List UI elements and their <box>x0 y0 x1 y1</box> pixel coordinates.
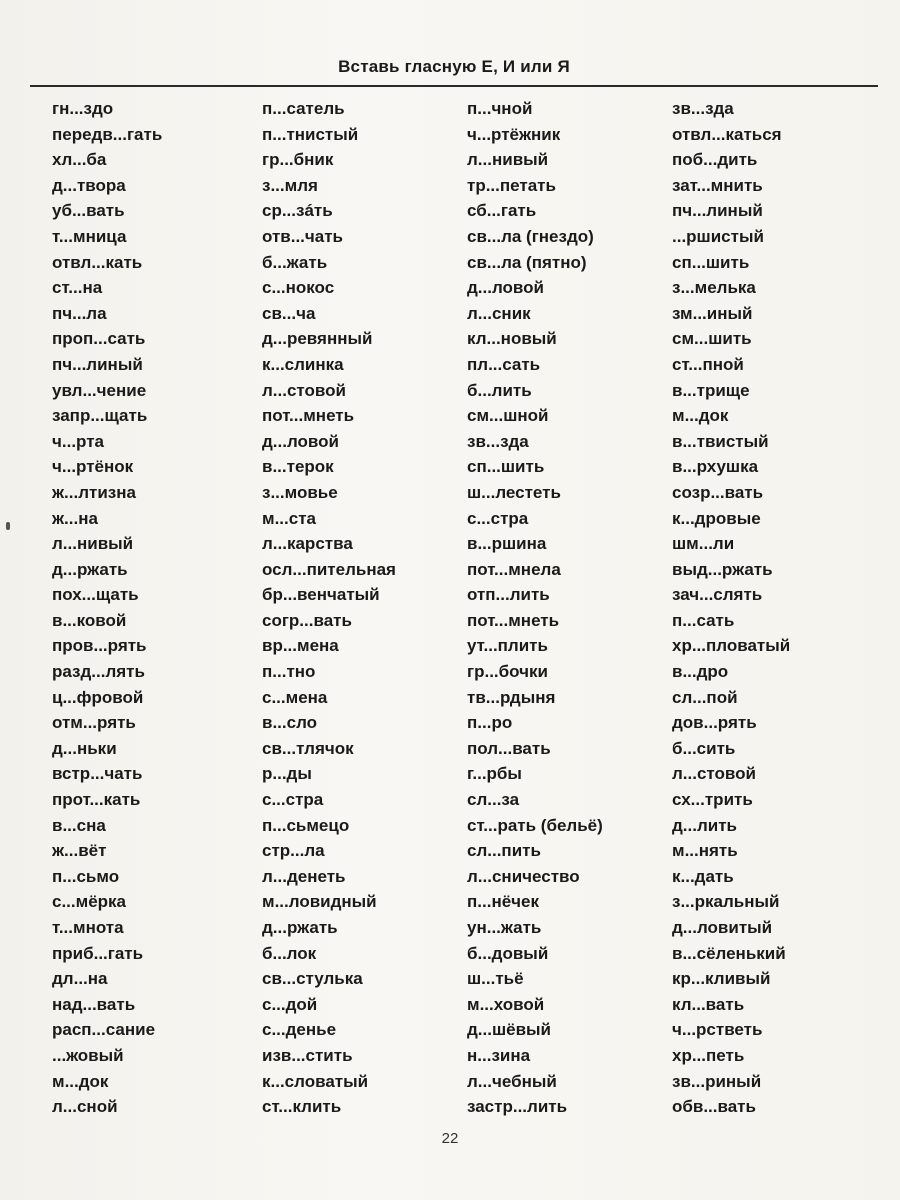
word-item: дл...на <box>52 969 108 989</box>
word-item: н...зина <box>467 1045 531 1065</box>
word-item: д...ржать <box>262 918 338 937</box>
word-item: б...довый <box>467 943 549 963</box>
word-item: к...словатый <box>262 1071 369 1091</box>
word-item: прот...кать <box>52 790 141 810</box>
word-item: п...чной <box>467 99 533 118</box>
word-item: ун...жать <box>467 918 542 937</box>
word-item: св...ла (пятно) <box>467 252 587 272</box>
word-columns <box>0 96 900 1126</box>
word-item: п...сатель <box>262 99 345 118</box>
word-item: шм...ли <box>672 534 735 554</box>
word-item: кл...вать <box>672 994 745 1014</box>
word-item: бр...венчатый <box>262 585 380 605</box>
word-item: ч...ртёжник <box>467 124 561 144</box>
word-item: кл...новый <box>467 329 557 349</box>
word-item: зат...мнить <box>672 175 763 195</box>
word-item: пров...рять <box>52 636 147 656</box>
word-item: ...жовый <box>52 1045 124 1065</box>
word-item: тв...рдыня <box>467 687 556 707</box>
word-item: п...нёчек <box>467 892 539 912</box>
word-item: над...вать <box>52 994 136 1014</box>
page-title: Вставь гласную Е, И или Я <box>338 57 570 76</box>
word-item: л...нивый <box>52 534 134 554</box>
word-item: зм...иный <box>672 303 753 323</box>
word-item: м...нять <box>672 841 738 861</box>
word-item: м...док <box>672 406 729 426</box>
word-item: в...сло <box>262 713 318 733</box>
word-item: сб...гать <box>467 201 537 221</box>
word-item: к...дать <box>672 866 734 886</box>
word-item: т...мница <box>52 226 127 246</box>
word-item: с...денье <box>262 1020 337 1040</box>
word-item: тр...петать <box>467 175 556 195</box>
word-item: пч...линый <box>52 354 143 374</box>
word-item: хл...ба <box>52 150 107 170</box>
word-item: б...жать <box>262 252 328 272</box>
word-item: пч...ла <box>52 303 107 323</box>
word-item: сх...трить <box>672 790 753 810</box>
word-item: п...сать <box>672 610 735 630</box>
word-item: с...стра <box>262 790 324 810</box>
word-item: б...сить <box>672 738 736 758</box>
word-item: пч...линый <box>672 201 763 221</box>
word-item: сл...за <box>467 790 520 810</box>
word-item: созр...вать <box>672 482 764 502</box>
word-item: ср...зáть <box>262 201 333 221</box>
word-item: пл...сать <box>467 354 541 374</box>
word-item: м...ловидный <box>262 892 377 912</box>
word-item: д...ржать <box>52 559 128 579</box>
word-item: д...ловой <box>467 278 544 298</box>
word-item: в...дро <box>672 662 729 682</box>
word-item: зв...риный <box>672 1071 762 1091</box>
word-item: пох...щать <box>52 585 139 605</box>
page-number: 22 <box>441 1130 459 1147</box>
word-item: л...сной <box>52 1097 118 1117</box>
word-item: св...тлячок <box>262 738 354 758</box>
word-item: зач...слять <box>672 585 763 605</box>
word-item: ц...фровой <box>52 687 144 707</box>
word-item: ст...пной <box>672 354 744 374</box>
word-item: м...ховой <box>467 994 545 1014</box>
word-item: л...денеть <box>262 866 346 886</box>
word-item: т...мнота <box>52 918 124 937</box>
word-item: д...ньки <box>52 738 117 758</box>
word-item: с...дой <box>262 994 318 1014</box>
word-item: св...ла (гнездо) <box>467 226 594 246</box>
word-item: ч...рстветь <box>672 1020 763 1040</box>
word-item: уб...вать <box>52 201 125 221</box>
word-item: гр...бочки <box>467 662 548 682</box>
word-item: пот...мнеть <box>467 610 560 630</box>
word-item: запр...щать <box>52 406 148 426</box>
word-item: застр...лить <box>467 1097 568 1117</box>
word-item: ст...рать (бельё) <box>467 815 603 835</box>
word-item: пол...вать <box>467 738 551 758</box>
word-item: в...сна <box>52 815 106 835</box>
word-item: р...ды <box>262 764 312 784</box>
word-item: п...ро <box>467 713 513 733</box>
word-item: л...нивый <box>467 150 549 170</box>
word-item: з...мелька <box>672 278 756 298</box>
word-item: д...шёвый <box>467 1020 552 1040</box>
word-item: з...мля <box>262 175 318 195</box>
word-item: ст...клить <box>262 1097 342 1117</box>
word-item: отвл...каться <box>672 124 782 144</box>
word-item: зв...зда <box>467 431 529 451</box>
word-item: в...сёленький <box>672 943 786 963</box>
word-item: з...мовье <box>262 482 338 502</box>
word-item: пот...мнеть <box>262 406 355 426</box>
word-item: д...ревянный <box>262 329 373 349</box>
word-item: с...нокос <box>262 278 335 298</box>
word-item: ут...плить <box>467 636 548 656</box>
word-item: ж...лтизна <box>52 482 136 502</box>
word-item: св...ча <box>262 303 316 323</box>
word-item: ч...рта <box>52 431 104 451</box>
word-item: пот...мнела <box>467 559 561 579</box>
word-item: изв...стить <box>262 1045 353 1065</box>
word-item: л...карства <box>262 534 353 554</box>
word-item: осл...пительная <box>262 559 396 579</box>
word-item: см...шной <box>467 406 549 426</box>
word-item: ст...на <box>52 278 103 298</box>
word-item: сл...пой <box>672 687 738 707</box>
word-item: л...сник <box>467 303 531 323</box>
page-header <box>30 55 878 87</box>
word-item: отвл...кать <box>52 252 143 272</box>
word-item: з...ркальный <box>672 892 780 912</box>
word-item: б...лок <box>262 943 317 963</box>
word-item: гн...здо <box>52 99 114 118</box>
word-item: п...сьмо <box>52 866 120 886</box>
word-item: хр...петь <box>672 1045 745 1065</box>
word-item: к...дровые <box>672 508 761 528</box>
word-item: д...ловой <box>262 431 339 451</box>
word-item: к...слинка <box>262 354 344 374</box>
word-item: разд...лять <box>52 662 145 682</box>
word-item: стр...ла <box>262 841 325 861</box>
word-item: отп...лить <box>467 585 550 605</box>
word-item: б...лить <box>467 380 532 400</box>
word-item: согр...вать <box>262 610 352 630</box>
word-item: встр...чать <box>52 764 143 784</box>
margin-mark <box>6 522 10 530</box>
word-item: г...рбы <box>467 764 522 784</box>
word-item: вр...мена <box>262 636 339 656</box>
word-item: в...трище <box>672 380 750 400</box>
word-item: л...стовой <box>262 380 346 400</box>
word-item: в...терок <box>262 457 334 477</box>
word-item: л...сничество <box>467 866 580 886</box>
word-item: с...стра <box>467 508 529 528</box>
word-item: увл...чение <box>52 380 147 400</box>
word-item: зв...зда <box>672 99 734 118</box>
word-item: приб...гать <box>52 943 144 963</box>
word-item: поб...дить <box>672 150 758 170</box>
word-column-1 <box>52 96 162 1120</box>
word-item: л...стовой <box>672 764 756 784</box>
word-item: ж...вёт <box>52 841 107 861</box>
word-item: д...лить <box>672 815 737 835</box>
word-item: п...тнистый <box>262 124 359 144</box>
word-item: отм...рять <box>52 713 136 733</box>
word-item: сп...шить <box>467 457 545 477</box>
word-item: кр...кливый <box>672 969 771 989</box>
word-item: ш...тьё <box>467 969 524 989</box>
word-item: л...чебный <box>467 1071 557 1091</box>
word-item: расп...сание <box>52 1020 156 1040</box>
word-item: ч...ртёнок <box>52 457 134 477</box>
word-item: п...сьмецо <box>262 815 350 835</box>
word-item: дов...рять <box>672 713 757 733</box>
word-item: в...твистый <box>672 431 769 451</box>
word-item: ш...лестеть <box>467 482 561 502</box>
word-column-2 <box>262 96 396 1120</box>
word-item: отв...чать <box>262 226 344 246</box>
word-item: проп...сать <box>52 329 146 349</box>
word-item: передв...гать <box>52 124 163 144</box>
word-item: выд...ржать <box>672 559 773 579</box>
word-item: ...ршистый <box>672 226 764 246</box>
word-item: гр...бник <box>262 150 334 170</box>
word-item: сп...шить <box>672 252 750 272</box>
word-item: п...тно <box>262 662 316 682</box>
word-item: обв...вать <box>672 1097 756 1117</box>
word-column-4 <box>672 96 790 1120</box>
word-column-3 <box>467 96 603 1120</box>
word-item: в...ршина <box>467 534 547 554</box>
word-item: д...твора <box>52 175 126 195</box>
word-item: сл...пить <box>467 841 541 861</box>
word-item: д...ловитый <box>672 918 773 937</box>
word-item: в...рхушка <box>672 457 759 477</box>
word-item: см...шить <box>672 329 752 349</box>
word-item: св...стулька <box>262 969 363 989</box>
word-item: м...док <box>52 1071 109 1091</box>
word-item: хр...пловатый <box>672 636 791 656</box>
word-item: в...ковой <box>52 610 127 630</box>
word-item: м...ста <box>262 508 316 528</box>
word-item: с...мена <box>262 687 328 707</box>
word-item: с...мёрка <box>52 892 127 912</box>
word-item: ж...на <box>52 508 98 528</box>
